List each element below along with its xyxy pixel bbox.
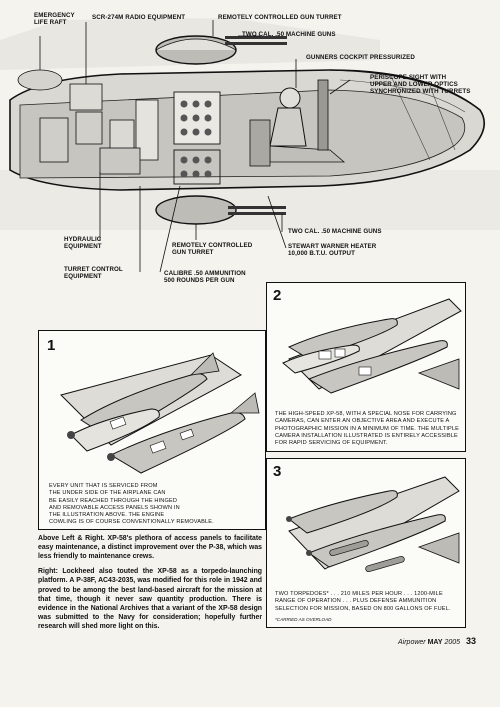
panel-2-caption-line: CAMERA INSTALLATION ILLUSTRATED IS ENTIRELY ACCESSIBLE [275,432,458,439]
callout-ammunition-line1: CALIBRE .50 AMMUNITION [164,270,246,277]
cutaway-illustration [0,0,500,300]
caption-paragraph-2: Right: Lockheed also touted the XP-58 as a torpedo-launching platform. A P-38F, AC43-2035, was modified for this role in 1942 and proved to be among the best land-based aircraft for the mission at that time, though it never saw quantity production. There is evidence in the National Archives that a variant of the XP-58 design was submitted to the Navy for consideration; hopefully further research will shed more light on this. [38,568,262,630]
panel-1-caption-line: THE ILLUSTRATION ABOVE. THE ENGINE [49,512,165,519]
panel-3-caption-line: SELECTION FOR MISSION, BASED ON 800 GALLONS OF FUEL. [275,605,451,612]
caption-text [38,534,262,637]
callout-radio: SCR-274M RADIO EQUIPMENT [92,14,186,21]
callout-heater [288,243,376,257]
panel-3-caption-line: RANGE OF OPERATION . . . PLUS DEFENSE AMMUNITION [275,598,437,605]
panel-3-caption-line: TWO TORPEDOES* . . . 210 MILES PER HOUR . . . 1200-MILE [275,591,443,597]
panel-1-caption [49,483,214,527]
panel-2-caption-line: CAMERAS, CAN ENTER AN OBJECTIVE AREA AND EXECUTE A [275,418,450,425]
panel-2 [266,282,466,452]
callout-life-raft [34,12,75,26]
callout-hydraulic-line1: HYDRAULIC [64,236,102,243]
page-footer [398,636,476,646]
callout-upper-guns: TWO CAL. .50 MACHINE GUNS [242,31,336,38]
panel-3-aircraft-drawing [269,463,465,587]
callout-periscope [370,74,470,95]
callout-ammunition-line2: 500 ROUNDS PER GUN [164,277,235,285]
panel-2-caption-line: THE HIGH-SPEED XP-58, WITH A SPECIAL NOSE FOR CARRYING [275,411,457,417]
panel-1-caption-line: COWLING IS OF COURSE CONVENTIONALLY REMOVABLE. [49,519,214,526]
panel-2-caption-line: PHOTOGRAPHIC MISSION IN A MINIMUM OF TIME. THE MULTIPLE [275,425,460,432]
panel-1-number: 1 [47,337,56,354]
callout-heater-line1: STEWART WARNER HEATER [288,243,377,250]
issue-month: MAY [427,639,443,646]
callout-turret-control-line2: EQUIPMENT [64,273,102,281]
panel-1-caption-line: BE EASILY REACHED THROUGH THE HINGED [49,497,178,504]
callout-lower-turret-line2: GUN TURRET [172,249,214,257]
callout-periscope-line1: PERISCOPE SIGHT WITH [370,74,447,81]
callout-turret-control-line1: TURRET CONTROL [64,266,123,273]
callout-upper-turret: REMOTELY CONTROLLED GUN TURRET [218,14,342,21]
panel-1-caption-line: THE UNDER SIDE OF THE AIRPLANE CAN [49,490,166,497]
panel-1 [38,330,266,530]
panel-1-caption-line: AND REMOVABLE ACCESS PANELS SHOWN IN [49,504,180,511]
panel-3-note: *CARRIED AS OVERLOAD [275,617,332,622]
panel-1-aircraft-drawing [41,335,265,485]
panel-2-caption [275,411,459,447]
caption-paragraph-1: Above Left & Right. XP-58's plethora of access panels to facilitate easy maintenance, a distinct improvement over the P-38, which was less friendly to maintenance crews. [38,535,262,561]
callout-life-raft-text: EMERGENCY LIFE RAFT [34,12,75,27]
callout-heater-line2: 10,000 B.T.U. OUTPUT [288,250,355,258]
panel-3-number: 3 [273,463,282,480]
callout-periscope-line2: UPPER AND LOWER OPTICS [370,81,458,89]
callout-hydraulic-line2: EQUIPMENT [64,243,102,251]
page-number: 33 [465,636,476,646]
callout-hydraulic [64,236,102,250]
panel-3 [266,458,466,628]
callout-turret-control [64,266,123,280]
panel-2-number: 2 [273,287,282,304]
panel-2-aircraft-drawing [269,289,465,409]
panel-3-caption [275,591,451,613]
callout-periscope-line3: SYNCHRONIZED WITH TURRETS [370,88,471,96]
callout-ammunition [164,270,246,284]
callout-lower-guns: TWO CAL. .50 MACHINE GUNS [288,228,382,235]
callout-cockpit: GUNNERS COCKPIT PRESSURIZED [306,54,415,61]
callout-lower-turret-line1: REMOTELY CONTROLLED [172,242,253,249]
magazine-name: Airpower [398,639,426,646]
panel-2-caption-line: FOR RAPID SERVICING OF EQUIPMENT. [275,440,388,447]
issue-year: 2005 [444,639,461,646]
panel-1-caption-line: EVERY UNIT THAT IS SERVICED FROM [49,483,158,489]
callout-lower-turret [172,242,252,256]
